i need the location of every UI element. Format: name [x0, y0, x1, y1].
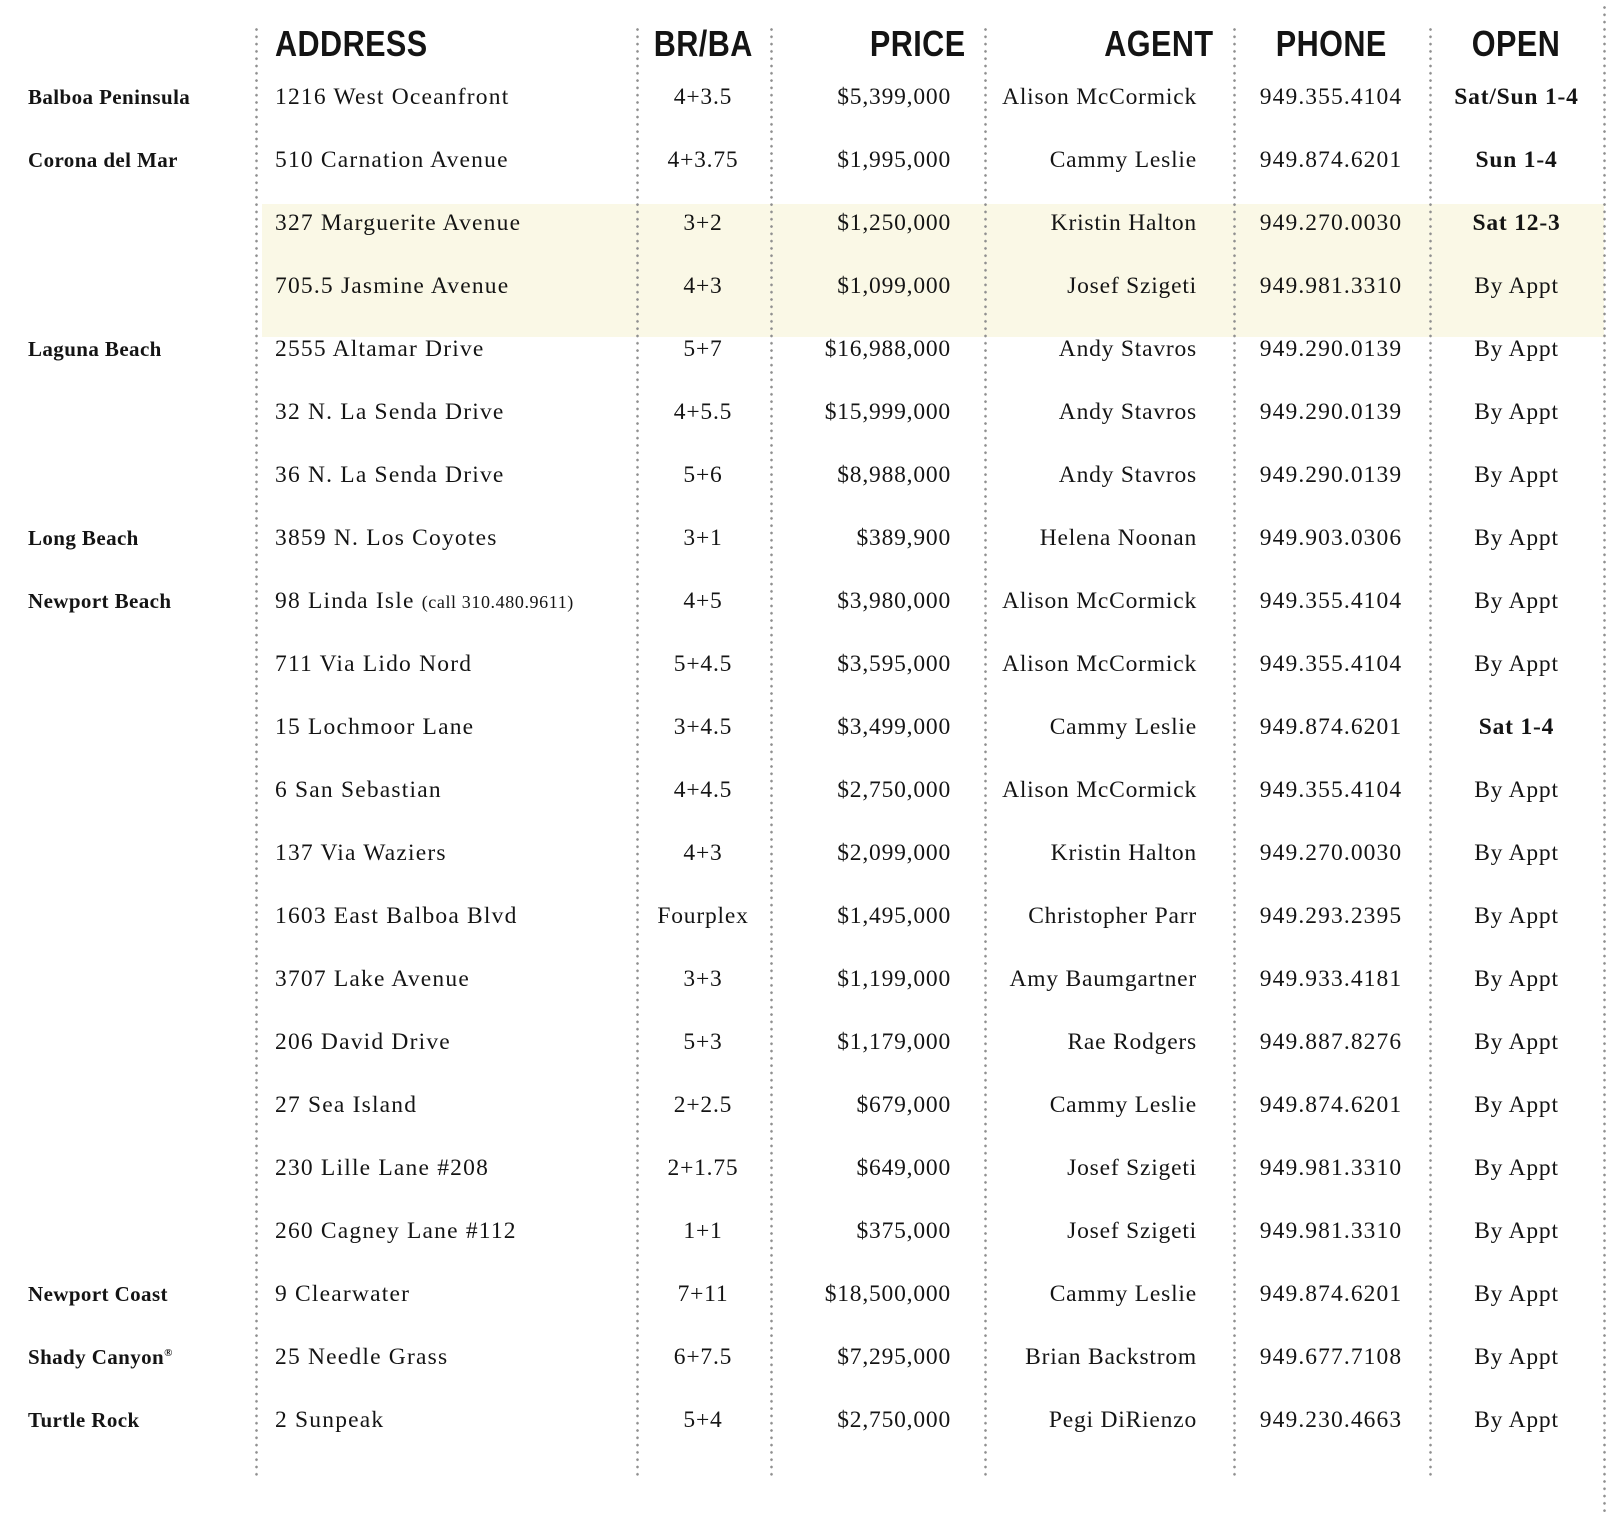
cell-phone: 949.355.4104	[1259, 651, 1403, 677]
cell-brba: 5+3	[683, 1029, 723, 1055]
cell-agent: Alison McCormick	[1002, 588, 1197, 614]
header-region	[0, 64, 255, 66]
cell-agent: Kristin Halton	[1050, 210, 1197, 236]
cell-price: $375,000	[856, 1218, 951, 1244]
cell-phone: 949.355.4104	[1259, 84, 1403, 110]
cell-open: By Appt	[1474, 1218, 1559, 1244]
cell-phone: 949.230.4663	[1259, 1407, 1403, 1433]
cell-brba: 4+5.5	[673, 399, 733, 425]
table-row	[0, 129, 1612, 192]
cell-price: $389,900	[856, 525, 951, 551]
header-agent: AGENT	[1103, 23, 1213, 64]
table-row	[0, 381, 1612, 444]
column-divider	[1603, 6, 1606, 1512]
cell-agent: Andy Stavros	[1058, 462, 1197, 488]
cell-brba: 4+5	[683, 588, 723, 614]
column-divider	[1233, 28, 1236, 1480]
cell-open: By Appt	[1474, 1344, 1559, 1370]
cell-phone: 949.981.3310	[1259, 273, 1403, 299]
cell-price: $18,500,000	[824, 1281, 951, 1307]
cell-address: 9 Clearwater	[275, 1281, 411, 1307]
cell-price: $2,750,000	[837, 777, 951, 803]
table-row	[0, 822, 1612, 885]
header-phone: PHONE	[1275, 23, 1387, 64]
table-row	[0, 1263, 1612, 1326]
cell-price: $679,000	[856, 1092, 951, 1118]
cell-open: Sat 12-3	[1472, 210, 1561, 236]
cell-agent: Alison McCormick	[1002, 651, 1197, 677]
cell-brba: 1+1	[683, 1218, 723, 1244]
cell-open: By Appt	[1474, 399, 1559, 425]
table-row	[0, 1326, 1612, 1389]
table-row	[0, 570, 1612, 633]
cell-brba: 4+4.5	[673, 777, 733, 803]
cell-brba: 7+11	[677, 1281, 729, 1307]
column-divider	[770, 28, 773, 1480]
cell-brba: 2+2.5	[673, 1092, 733, 1118]
cell-brba: 5+6	[683, 462, 723, 488]
cell-agent: Christopher Parr	[1028, 903, 1197, 929]
cell-brba: 3+1	[683, 525, 723, 551]
cell-price: $3,595,000	[837, 651, 951, 677]
cell-open: By Appt	[1474, 651, 1559, 677]
cell-brba: 4+3	[683, 840, 723, 866]
table-row	[0, 633, 1612, 696]
cell-agent: Pegi DiRienzo	[1048, 1407, 1197, 1433]
cell-open: By Appt	[1474, 273, 1559, 299]
cell-address: 32 N. La Senda Drive	[275, 399, 505, 425]
cell-address: 260 Cagney Lane #112	[275, 1218, 517, 1244]
cell-phone: 949.933.4181	[1259, 966, 1403, 992]
cell-address: 27 Sea Island	[275, 1092, 418, 1118]
table-row	[0, 696, 1612, 759]
cell-address: 2 Sunpeak	[275, 1407, 385, 1433]
cell-phone: 949.290.0139	[1259, 399, 1403, 425]
table-row	[0, 66, 1612, 129]
cell-price: $3,499,000	[837, 714, 951, 740]
cell-region: Newport Beach	[28, 589, 172, 613]
cell-phone: 949.270.0030	[1259, 840, 1403, 866]
cell-phone: 949.355.4104	[1259, 777, 1403, 803]
cell-agent: Cammy Leslie	[1049, 147, 1197, 173]
cell-brba: 4+3	[683, 273, 723, 299]
cell-price: $8,988,000	[837, 462, 951, 488]
cell-address: 6 San Sebastian	[275, 777, 442, 803]
column-divider	[984, 28, 987, 1480]
cell-agent: Alison McCormick	[1002, 84, 1197, 110]
cell-phone: 949.290.0139	[1259, 336, 1403, 362]
column-divider	[1429, 28, 1432, 1480]
cell-address: 510 Carnation Avenue	[275, 147, 509, 173]
cell-price: $1,199,000	[837, 966, 951, 992]
cell-phone: 949.677.7108	[1259, 1344, 1403, 1370]
cell-open: By Appt	[1474, 1407, 1559, 1433]
table-body	[0, 66, 1612, 1452]
column-divider	[636, 28, 639, 1480]
cell-price: $1,995,000	[837, 147, 951, 173]
cell-address: 230 Lille Lane #208	[275, 1155, 490, 1181]
cell-region: Long Beach	[28, 526, 139, 550]
cell-region: Balboa Peninsula	[28, 85, 191, 109]
cell-agent: Amy Baumgartner	[1009, 966, 1197, 992]
cell-agent: Josef Szigeti	[1067, 273, 1197, 299]
cell-open: By Appt	[1474, 840, 1559, 866]
cell-open: Sat 1-4	[1478, 714, 1555, 740]
cell-price: $2,750,000	[837, 1407, 951, 1433]
cell-price: $649,000	[856, 1155, 951, 1181]
header-brba: BR/BA	[653, 23, 753, 64]
table-row	[0, 507, 1612, 570]
cell-region: Turtle Rock	[28, 1408, 140, 1432]
cell-open: Sun 1-4	[1475, 147, 1558, 173]
cell-address: 3859 N. Los Coyotes	[275, 525, 498, 551]
registered-mark: ®	[164, 1347, 173, 1359]
cell-address: 2555 Altamar Drive	[275, 336, 485, 362]
header-address: ADDRESS	[275, 23, 428, 64]
table-row	[0, 1074, 1612, 1137]
cell-address: 36 N. La Senda Drive	[275, 462, 505, 488]
cell-brba: 4+3.75	[667, 147, 739, 173]
cell-open: Sat/Sun 1-4	[1454, 84, 1579, 110]
cell-agent: Rae Rodgers	[1067, 1029, 1197, 1055]
cell-address: 1603 East Balboa Blvd	[275, 903, 518, 929]
cell-phone: 949.903.0306	[1259, 525, 1403, 551]
header-open: OPEN	[1472, 23, 1561, 64]
cell-agent: Josef Szigeti	[1067, 1218, 1197, 1244]
cell-phone: 949.981.3310	[1259, 1218, 1403, 1244]
cell-price: $7,295,000	[837, 1344, 951, 1370]
cell-address: 705.5 Jasmine Avenue	[275, 273, 510, 299]
table-row	[0, 1137, 1612, 1200]
cell-open: By Appt	[1474, 336, 1559, 362]
cell-brba: 3+4.5	[673, 714, 733, 740]
cell-open: By Appt	[1474, 903, 1559, 929]
cell-open: By Appt	[1474, 1029, 1559, 1055]
cell-brba: 3+2	[683, 210, 723, 236]
table-row	[0, 1389, 1612, 1452]
cell-price: $15,999,000	[824, 399, 951, 425]
cell-open: By Appt	[1474, 525, 1559, 551]
header-price: PRICE	[870, 23, 966, 64]
address-note: (call 310.480.9611)	[421, 592, 574, 612]
cell-address: 206 David Drive	[275, 1029, 451, 1055]
cell-agent: Josef Szigeti	[1067, 1155, 1197, 1181]
cell-agent: Helena Noonan	[1039, 525, 1197, 551]
cell-phone: 949.981.3310	[1259, 1155, 1403, 1181]
cell-open: By Appt	[1474, 588, 1559, 614]
cell-agent: Cammy Leslie	[1049, 1092, 1197, 1118]
column-divider	[255, 28, 258, 1480]
table-row	[0, 948, 1612, 1011]
cell-region: Shady Canyon®	[28, 1345, 173, 1369]
cell-brba: 6+7.5	[673, 1344, 733, 1370]
table-row	[0, 885, 1612, 948]
cell-open: By Appt	[1474, 777, 1559, 803]
cell-region: Laguna Beach	[28, 337, 162, 361]
table-row	[0, 444, 1612, 507]
cell-brba: 2+1.75	[667, 1155, 739, 1181]
cell-price: $2,099,000	[837, 840, 951, 866]
cell-address: 711 Via Lido Nord	[275, 651, 473, 677]
table-row	[0, 1011, 1612, 1074]
table-row	[0, 318, 1612, 381]
table-row	[0, 1200, 1612, 1263]
table-row	[0, 255, 1612, 318]
cell-address: 15 Lochmoor Lane	[275, 714, 475, 740]
cell-agent: Cammy Leslie	[1049, 1281, 1197, 1307]
cell-price: $3,980,000	[837, 588, 951, 614]
cell-agent: Alison McCormick	[1002, 777, 1197, 803]
cell-address: 137 Via Waziers	[275, 840, 447, 866]
cell-phone: 949.293.2395	[1259, 903, 1403, 929]
cell-open: By Appt	[1474, 1155, 1559, 1181]
cell-agent: Kristin Halton	[1050, 840, 1197, 866]
table-row	[0, 759, 1612, 822]
cell-agent: Brian Backstrom	[1025, 1344, 1197, 1370]
cell-brba: Fourplex	[657, 903, 749, 929]
cell-open: By Appt	[1474, 462, 1559, 488]
cell-open: By Appt	[1474, 1281, 1559, 1307]
cell-phone: 949.874.6201	[1259, 1281, 1403, 1307]
cell-brba: 5+4.5	[673, 651, 733, 677]
cell-address: 3707 Lake Avenue	[275, 966, 470, 992]
cell-brba: 5+4	[683, 1407, 723, 1433]
cell-phone: 949.887.8276	[1259, 1029, 1403, 1055]
cell-brba: 5+7	[683, 336, 723, 362]
cell-phone: 949.874.6201	[1259, 714, 1403, 740]
cell-open: By Appt	[1474, 966, 1559, 992]
cell-agent: Cammy Leslie	[1049, 714, 1197, 740]
cell-price: $1,179,000	[837, 1029, 951, 1055]
cell-phone: 949.290.0139	[1259, 462, 1403, 488]
cell-price: $16,988,000	[824, 336, 951, 362]
cell-address: 327 Marguerite Avenue	[275, 210, 522, 236]
cell-region: Corona del Mar	[28, 148, 178, 172]
cell-region: Newport Coast	[28, 1282, 168, 1306]
cell-agent: Andy Stavros	[1058, 399, 1197, 425]
cell-agent: Andy Stavros	[1058, 336, 1197, 362]
cell-price: $1,250,000	[837, 210, 951, 236]
cell-price: $1,099,000	[837, 273, 951, 299]
cell-brba: 4+3.5	[673, 84, 733, 110]
cell-address: 1216 West Oceanfront	[275, 84, 510, 110]
cell-open: By Appt	[1474, 1092, 1559, 1118]
cell-address: 25 Needle Grass	[275, 1344, 449, 1370]
cell-address: 98 Linda Isle (call 310.480.9611)	[275, 588, 574, 614]
cell-brba: 3+3	[683, 966, 723, 992]
cell-price: $5,399,000	[837, 84, 951, 110]
cell-price: $1,495,000	[837, 903, 951, 929]
cell-phone: 949.874.6201	[1259, 1092, 1403, 1118]
cell-phone: 949.355.4104	[1259, 588, 1403, 614]
table-header-row	[0, 0, 1612, 66]
cell-phone: 949.270.0030	[1259, 210, 1403, 236]
table-row	[0, 192, 1612, 255]
cell-phone: 949.874.6201	[1259, 147, 1403, 173]
